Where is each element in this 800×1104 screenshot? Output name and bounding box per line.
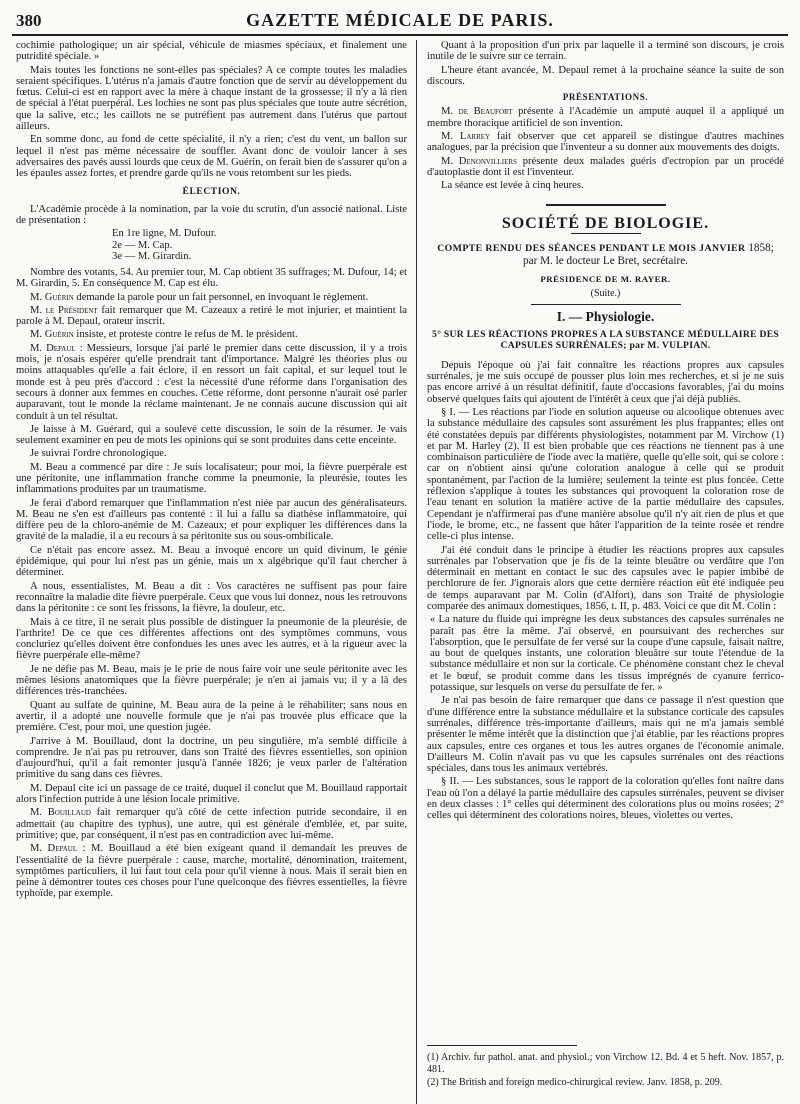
paragraph (16, 329, 407, 340)
speaker-name: M. de Beaufort (441, 106, 513, 118)
page-header (12, 10, 788, 36)
paragraph: cochimie pathologique; un air spécial, véhicule de miasmes spéciaux, et finalement une putridité spéciale. » (16, 40, 407, 63)
paragraph: A nous, essentialistes, M. Beau a dit : Vos caractères ne suffisent pas pour faire reconnaître la maladie dite fièvre puerpérale. Ceux que vous lui donnez, nous les retrouvons dans la péritonite : ce sont les frissons, la fièvre, la douleur, etc. (16, 580, 407, 615)
paragraph: J'ai été conduit dans le principe à étudier les réactions propres aux capsules surrénales par l'observation que je fis de la teinte bleuâtre ou verdâtre que l'on déterminait en mettant en contact le suc des capsules avec le papier imbibé de perchlorure de fer. J'ignorais alors que cette dernière réaction eût été indiquée peu de temps auparavant par M. Colin (d'Alfort), dans son Traité de physiologie comparée des animaux domestiques, 1856, t. II, p. 483. Voici ce que dit M. Colin : (427, 544, 784, 612)
section-title-presentations: PRÉSENTATIONS. (562, 92, 649, 103)
paragraph: En somme donc, au fond de cette spécialité, il n'y a rien; c'est du vent, un ballon sur lequel il n'est pas même nécessaire de souffler. Avant donc de vouloir lancer à ses adversaires des pavés aussi lourds que ceux de M. Guérin, on ferait bien de s'assurer qu'on a les épaules assez fortes, et prendre garde qu'ils ne vous retombent sur les pieds. (16, 134, 407, 180)
paragraph (427, 131, 784, 154)
paragraph-text: fait remarquer que M. Cazeaux a retiré le mot injurier, et maintient la parole à M. Depaul, orateur inscrit. (16, 304, 407, 328)
paragraph: L'Académie procède à la nomination, par la voie du scrutin, d'un associé national. Liste de présentation : (16, 203, 407, 227)
paragraph: Mais à ce titre, il ne serait plus possible de distinguer la pneumonie de la pleurésie, de l'arthrite! De ce que ces différentes affections ont des symptômes communs, vous concluriez qu'elles doivent être confondues les unes avec les autres, et à la rigueur avec la fièvre puerpérale elle-même? (16, 616, 407, 662)
compte-rendu-author: par M. le docteur Le Bret, secrétaire. (523, 254, 688, 267)
left-column (12, 40, 417, 1104)
paragraph-text: présente à l'Académie un amputé auquel il a appliqué un membre thoracique artificiel de son invention. (427, 106, 784, 129)
page-number: 380 (16, 11, 42, 30)
paragraph: La séance est levée à cinq heures. (441, 180, 584, 192)
columns (12, 40, 788, 1104)
paragraph (427, 106, 784, 129)
paragraph: Mais toutes les fonctions ne sont-elles pas spéciales? A ce compte toutes les maladies seraient spécifiques. L'utérus n'a jamais d'autre fonction que de servir au développement du fœtus. Celui-ci est en rapport avec la mère à chaque instant de la grossesse; il n'y a là rien de spécial à l'état puerpéral. Les lochies ne sont pas plus spéciales que toute autre sécrétion, que la salive, etc.; les caillots ne se putréfient pas autrement dans l'utérus que partout ailleurs. (16, 64, 407, 133)
paragraph-text: fait observer que cet appareil se distingue d'autres machines analogues, par la précision que l'inventeur a su donner aux mouvements des doigts. (427, 131, 784, 154)
society-title: SOCIÉTÉ DE BIOLOGIE. (501, 214, 710, 232)
paragraph (16, 292, 407, 303)
paragraph: § II. — Les substances, sous le rapport de la coloration qu'elles font naître dans l'eau où l'on a délayé la partie médullaire des capsules surrénales, peuvent se diviser en deux classes : 1° celles qui déterminent des colorations plus ou moins rosées; 2° celles qui déterminent des colorations noires, bleues, violettes ou vertes. (427, 776, 784, 822)
part-title: I. — Physiologie. (556, 309, 655, 325)
paragraph (16, 343, 407, 422)
paragraph-text: insiste, et proteste contre le refus de M. le président. (73, 329, 298, 341)
paragraph: Je ne défie pas M. Beau, mais je le prie de nous faire voir une seule péritonite avec les mêmes lésions anatomiques que la fièvre puerpérale; je n'en ai jamais vu; il y a là des différences très-tranchées. (16, 663, 407, 698)
title-underline (571, 233, 641, 234)
paragraph (427, 156, 784, 179)
paragraph: Nombre des votants, 54. Au premier tour, M. Cap obtient 35 suffrages; M. Dufour, 14; et M. Girardin, 5. En conséquence M. Cap est élu. (16, 266, 407, 290)
list-item: 2e — M. Cap. (112, 239, 173, 251)
paragraph-text: fait remarquer qu'à côté de cette infection putride secondaire, il en admettait (au chapitre des typhus), une autre, qui est générale d'emblée, et, par suite, primitive; que, par conséquent, il n'est pas en contradiction avec lui-même. (16, 807, 407, 841)
paragraph: L'heure étant avancée, M. Depaul remet à la prochaine séance la suite de son discours. (427, 64, 784, 87)
paragraph: Je laisse à M. Guérard, qui a soulevé cette discussion, le soin de la résumer. Je vais seulement examiner en peu de mots les opinions qui se sont produites dans cette enceinte. (16, 423, 407, 447)
footnote-1: (1) Archiv. fur pathol. anat. and physiol.; von Virchow 12. Bd. 4 et 5 heft. Nov. 1857, p. 481. (427, 1052, 784, 1075)
candidate-list (112, 228, 407, 263)
paragraph: J'arrive à M. Bouillaud, dont la doctrine, un peu singulière, m'a semblé difficile à comprendre. Je n'ai pas pu retrouver, dans son Traité des fièvres essentielles, son opinion d'aujourd'hui, qu'il a fait remonter jusqu'à l'année 1826; je veux parler de l'altération primitive du sang dans ces fièvres. (16, 735, 407, 781)
list-item: 3e — M. Girardin. (112, 251, 192, 263)
speaker-name: M. Larrey (441, 131, 491, 143)
speaker-name: M. Guérin (30, 291, 74, 303)
footnote-rule (427, 1045, 577, 1046)
speaker-name: M. Bouillaud (30, 807, 91, 819)
journal-title: GAZETTE MÉDICALE DE PARIS. (246, 10, 554, 30)
paragraph: Je ferai d'abord remarquer que l'inflammation n'est niée par aucun des généralisateurs. M. Beau ne s'en est d'ailleurs pas contenté : il lui a fallu sa diathèse inflammatoire, qui diffère peu de la chloro-anémie de M. Cazeaux; et pour expliquer les différences dans la gravité de la maladie, il a eu recours à sa péritonite sus ou sous-ombilicale. (16, 497, 407, 543)
paragraph: M. Depaul cite ici un passage de ce traité, duquel il conclut que M. Bouillaud rapportait alors l'infection putride à une lésion locale primitive. (16, 782, 407, 806)
paragraph: Je n'ai pas besoin de faire remarquer que dans ce passage il n'est question que d'une différence entre la substance médullaire et la substance corticale des capsules surrénales, différence très-importante d'ailleurs, mais qui ne m'a jamais semblé présenter le même intérêt que la distinction que j'ai établie, par les réactions propres aux capsules, entre ces organes et tous les autres organes de l'économie animale. D'ailleurs M. Colin n'avait pas vu que les capsules surrénales ont des réactions spéciales, dans tous les animaux vertébrés. (427, 695, 784, 775)
compte-rendu-year: 1858; (745, 241, 774, 254)
paragraph: Je suivrai l'ordre chronologique. (30, 448, 167, 460)
paragraph-text: demande la parole pour un fait personnel, en invoquant le règlement. (73, 291, 369, 303)
footnotes (427, 1039, 784, 1090)
speaker-name: M. le Président (30, 304, 98, 316)
part-rule (531, 304, 681, 305)
paragraph: Quant à la proposition d'un prix par laquelle il a terminé son discours, je crois inutile de le suivre sur ce terrain. (427, 40, 784, 63)
paragraph: Depuis l'époque où j'ai fait connaître les réactions propres aux capsules surrénales, je me suis occupé de pousser plus loin mes recherches, et si je ne suis pas encore arrivé à un résultat définitif, faute d'occasions favorables, j'ai du moins observé quelques faits qui ajoutent de l'intérêt à ceux que j'ai déjà publiés. (427, 359, 784, 405)
paragraph (16, 305, 407, 328)
speaker-name: M. Depaul (30, 843, 78, 855)
presidence-line: PRÉSIDENCE DE M. RAYER. (540, 273, 671, 284)
list-item: En 1re ligne, M. Dufour. (112, 228, 217, 240)
speaker-name: M. Guérin (30, 329, 74, 341)
paragraph-text: : M. Bouillaud a été bien exigeant quand il demandait les preuves de l'essentialité de la fièvre puerpérale : cause, marche, mortalité, dénomination, traitement, symptômes particuliers, il lui faut tout cela pour qu'il vienne à nous. Mais il serait bien en peine à démontrer toutes ces choses pour l'une quelconque des fièvres essentielles, la fièvre typhoïde, par exemple. (16, 843, 408, 900)
section-divider (546, 204, 666, 206)
paragraph (16, 807, 407, 841)
section-title-election: ÉLECTION. (182, 186, 241, 197)
footnote-2: (2) The British and foreign medico-chirurgical review. Janv. 1858, p. 209. (427, 1076, 723, 1088)
speaker-name: M. Depaul (30, 342, 76, 354)
paragraph: § I. — Les réactions par l'iode en solution aqueuse ou alcoolique obtenues avec la substance médullaire des capsules sont assurément les plus frappantes; elles ont été constatées depuis par différents physiologistes, notamment par M. Virchow (1) et par M. Harley (2). Il est bien probable que ces réactions ne tiennent pas à une combinaison particulière de l'iode avec la matière, quelle qu'elle soit, qui se colore : car on n'obtient ainsi qu'une coloration analogue à celle qui se produit spontanément, par l'action de la lumière; seulement la teinte est plus foncée. Cette réflexion s'applique à toutes les substances qui provoquent la coloration rose de l'eau tenant en solution la matière active de la partie médullaire des capsules. Cependant je n'affirmerai pas d'une manière absolue qu'il n'y ait rien de plus et que l'iode, le brome, etc., ne fassent que hâter l'apparition de la teinte rosée et rendre celle-ci plus intense. (427, 406, 784, 543)
paragraph: Ce n'était pas encore assez. M. Beau a invoqué encore un quid divinum, le génie épidémique, qui pour lui n'est pas un génie, mais un x algébrique qu'il faut chercher à déterminer. (16, 544, 407, 579)
compte-rendu-heading (427, 242, 784, 268)
suite-label: (Suite.) (590, 288, 621, 300)
compte-rendu-caps: COMPTE RENDU DES SÉANCES PENDANT LE MOIS JANVIER (437, 242, 746, 254)
paragraph-text: : Messieurs, lorsque j'ai parlé le premier dans cette discussion, il y a trois mois, je n'osais espérer qu'elle prendrait tant d'importance. Malgré les théories plus ou moins attaquables qu'elle a fait éclore, il en ressort un fait capital, et sur lequel tout le monde est à peu près d'accord : c'est la nécessité d'une réforme dans l'organisation des secours à donner aux femmes en couches. Cette réforme, dont personne n'aurait osé parler auparavant, tout le monde la réclame maintenant. Je ne connais aucune discussion qui ait conduit à un tel résultat. (16, 342, 408, 422)
article-title: 5° SUR LES RÉACTIONS PROPRES A LA SUBSTANCE MÉDULLAIRE DES CAPSULES SURRÉNALES; par M. VULPIAN. (431, 328, 780, 352)
paragraph-text: présente deux malades guéris d'ectropion par un procédé d'autoplastie dont il est l'inventeur. (427, 155, 784, 178)
speaker-name: M. Denonvilliers (441, 155, 517, 167)
paragraph: M. Beau a commencé par dire : Je suis localisateur; pour moi, la fièvre puerpérale est une péritonite, une inflammation franche comme la pneumonie, la pleurésie, toutes les inflammations produites par un traumatisme. (16, 461, 407, 496)
right-column (417, 40, 788, 1104)
quote: « La nature du fluide qui imprègne les deux substances des capsules surrénales ne paraît pas être la même. J'ai observé, en poursuivant des recherches sur l'absorption, que le persulfate de fer versé sur la coupe d'une capsule, faisait naître, au bout de quelques instants, une coloration bleuâtre sur toute l'étendue de la substance médullaire et non sur la corticale. Ce phénomène constant chez le cheval et le bœuf, se produit comme dans les tissus imprégnés de cyanure ferrico-potassique, sur lesquels on verse du persulfate de fer. » (430, 614, 784, 694)
paragraph (16, 843, 407, 899)
paragraph: Quant au sulfate de quinine, M. Beau aura de la peine à le réhabiliter; sans nous en avertir, il a adopté une nouvelle formule que je n'ai pas trouvée plus efficace que la première. C'est, pour moi, une question jugée. (16, 699, 407, 734)
